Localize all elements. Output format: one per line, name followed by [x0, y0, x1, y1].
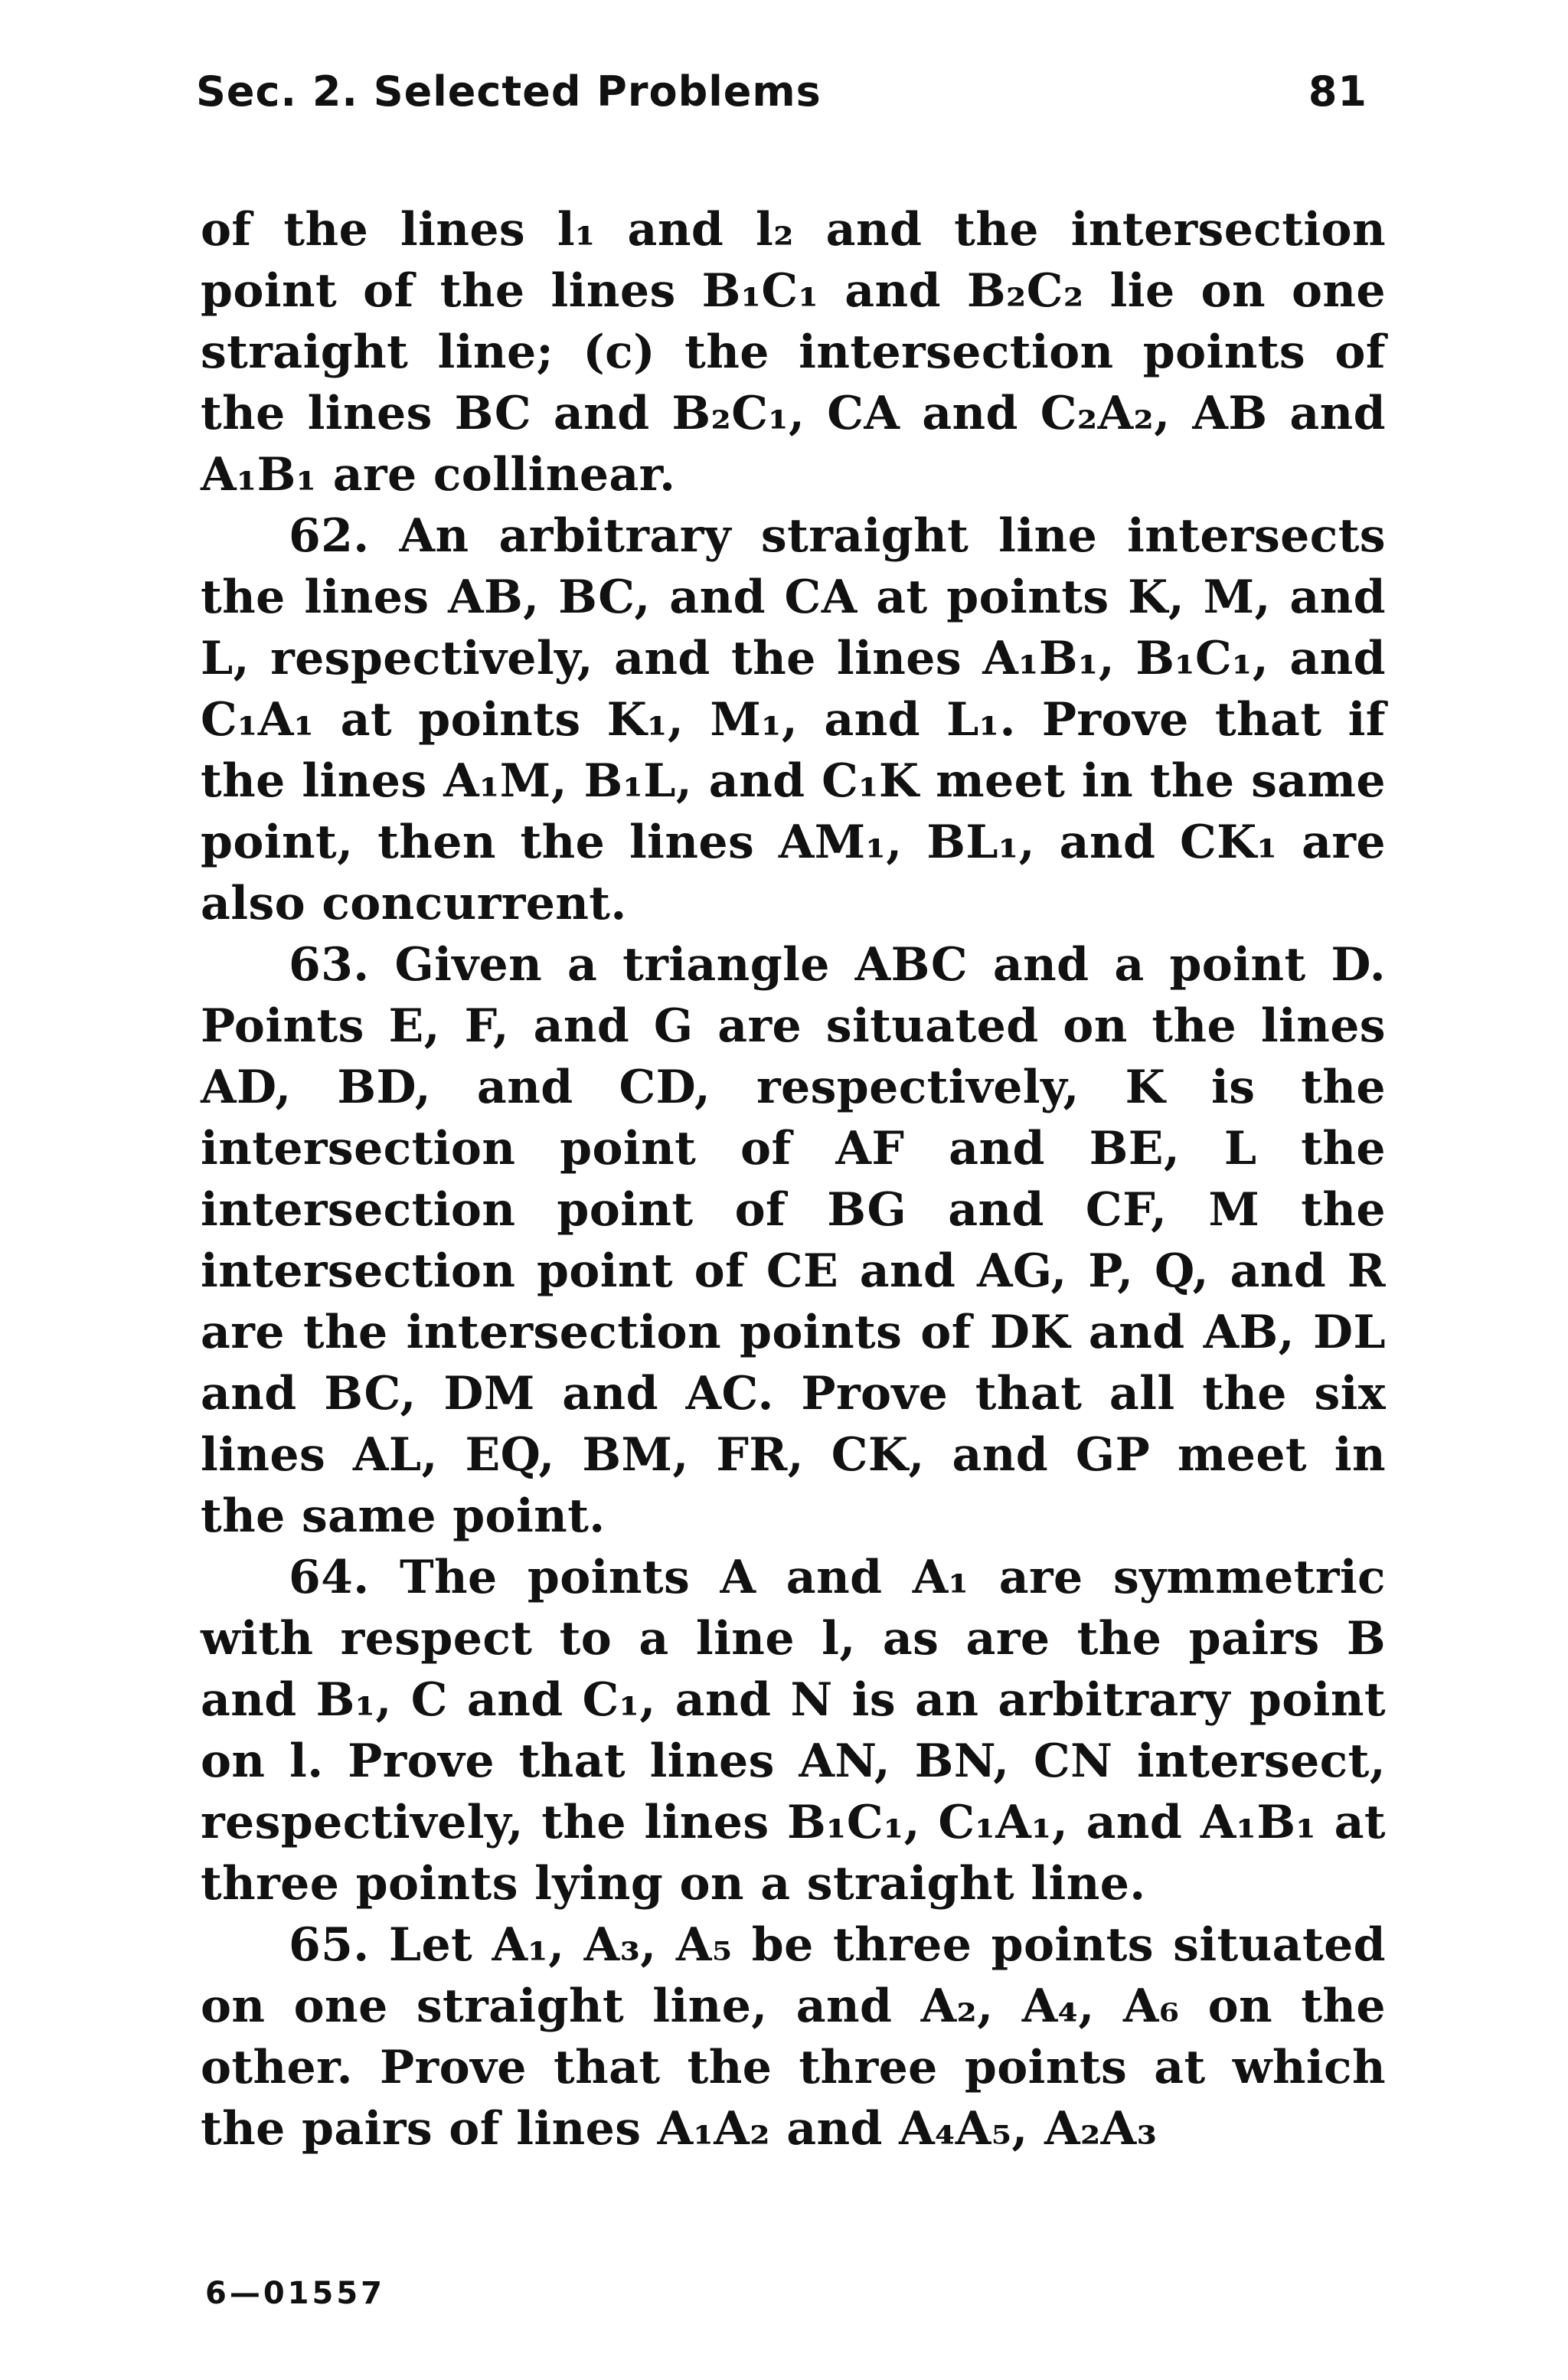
problem-number: 64. — [289, 1551, 370, 1604]
page-number: 81 — [1308, 67, 1367, 116]
problem-64 — [201, 1547, 1386, 1914]
problem-text: An arbitrary straight line intersects the lines AB, BC, and CA at points K, M, and L, respectively, and the lines A₁B₁, B₁C₁, and C₁A₁ at points K₁, M₁, and L₁. Prove that if the lines A₁M, B₁L, and C₁K meet in the same point, then the lines AM₁, BL₁, and CK₁ are also concurrent. — [201, 509, 1386, 930]
problem-number: 63. — [289, 938, 370, 992]
problem-number: 65. — [289, 1918, 370, 1972]
problem-text: Given a triangle ABC and a point D. Points E, F, and G are situated on the lines AD, BD, and CD, respectively, K is the intersection point of AF and BE, L the intersection point of BG and CF, M the intersection point of CE and AG, P, Q, and R are the intersection points of DK and AB, DL and BC, DM and AC. Prove that all the six lines AL, EQ, BM, FR, CK, and GP meet in the same point. — [201, 938, 1386, 1543]
problem-63 — [201, 934, 1386, 1547]
printer-signature: 6—01557 — [205, 2276, 385, 2311]
page-header — [196, 67, 1367, 129]
paragraph-text: of the lines l₁ and l₂ and the intersection point of the lines B₁C₁ and B₂C₂ lie on one straight line; (c) the intersection points of the lines BC and B₂C₁, CA and C₂A₂, AB and A₁B₁ are collinear. — [201, 203, 1386, 502]
continuation-paragraph — [201, 199, 1386, 505]
running-head: Sec. 2. Selected Problems — [196, 67, 822, 116]
problem-text: Let A₁, A₃, A₅ be three points situated on one straight line, and A₂, A₄, A₆ on the other. Prove that the three points at which the pairs of lines A₁A₂ and A₄A₅, A₂A₃ — [201, 1918, 1386, 2156]
problem-text: The points A and A₁ are symmetric with respect to a line l, as are the pairs B and B₁, C and C₁, and N is an arbitrary point on l. Prove that lines AN, BN, CN intersect, respectively, the lines B₁C₁, C₁A₁, and A₁B₁ at three points lying on a straight line. — [201, 1551, 1386, 1911]
problem-62 — [201, 505, 1386, 934]
text-body — [201, 199, 1386, 2159]
problem-65 — [201, 1914, 1386, 2159]
problem-number: 62. — [289, 509, 370, 563]
